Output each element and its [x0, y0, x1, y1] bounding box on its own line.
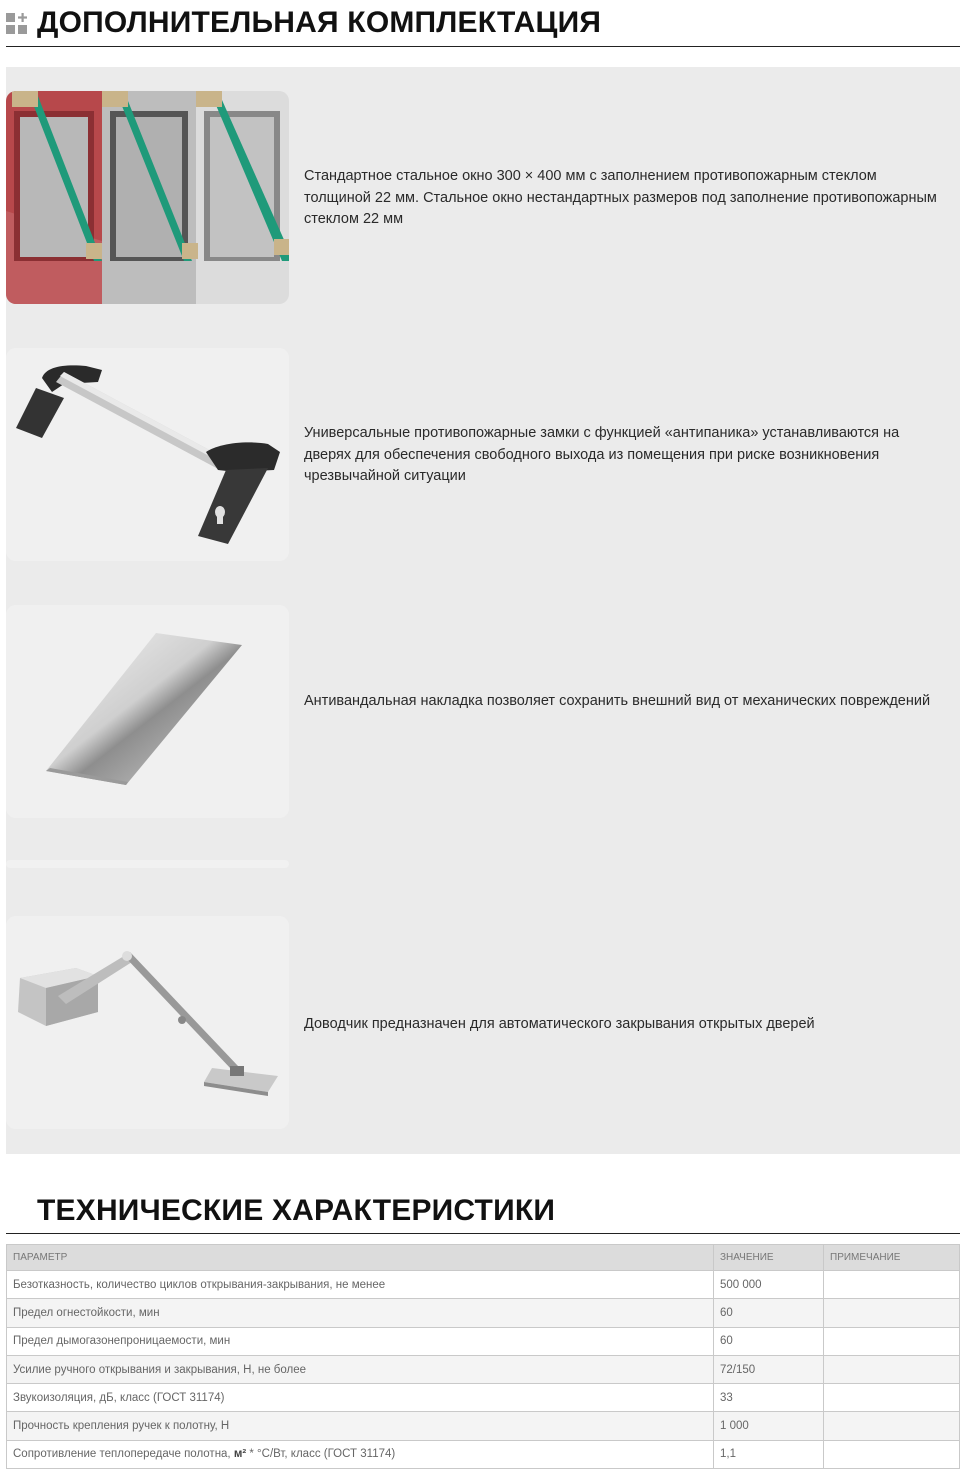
table-row	[7, 1271, 960, 1299]
param-cell: Безотказность, количество циклов открывания-закрывания, не менее	[7, 1271, 714, 1299]
param-suffix: * °С/Вт, класс (ГОСТ 31174)	[246, 1448, 396, 1461]
note-cell	[824, 1299, 960, 1327]
section-header-equipment	[6, 0, 960, 47]
table-row	[7, 1327, 960, 1355]
grid-plus-icon	[6, 13, 28, 35]
equipment-item-closer	[6, 916, 960, 1129]
equipment-item-antipanic	[6, 348, 960, 561]
value-cell: 33	[714, 1384, 824, 1412]
table-row	[7, 1412, 960, 1440]
note-cell	[824, 1327, 960, 1355]
param-cell: Звукоизоляция, дБ, класс (ГОСТ 31174)	[7, 1384, 714, 1412]
value-cell: 500 000	[714, 1271, 824, 1299]
param-cell: Усилие ручного открывания и закрывания, Н, не более	[7, 1355, 714, 1383]
column-header-param: ПАРАМЕТР	[7, 1245, 714, 1271]
param-cell: Предел дымогазонепроницаемости, мин	[7, 1327, 714, 1355]
param-cell	[7, 1440, 714, 1468]
door-closer-image	[6, 916, 289, 1129]
note-cell	[824, 1384, 960, 1412]
equipment-panel	[6, 67, 960, 1154]
equipment-item-window	[6, 91, 960, 304]
fire-glass-window-image	[6, 91, 289, 304]
value-cell: 60	[714, 1327, 824, 1355]
section-title-specs: ТЕХНИЧЕСКИЕ ХАРАКТЕРИСТИКИ	[37, 1194, 556, 1227]
note-cell	[824, 1271, 960, 1299]
table-row	[7, 1440, 960, 1468]
section-title-equipment: ДОПОЛНИТЕЛЬНАЯ КОМПЛЕКТАЦИЯ	[37, 6, 602, 39]
column-header-value: ЗНАЧЕНИЕ	[714, 1245, 824, 1271]
section-header-specs	[6, 1188, 960, 1234]
equipment-item-text: Стандартное стальное окно 300 × 400 мм с заполнением противопожарным стеклом толщиной 22 мм. Стальное окно нестандартных размеров под заполнение противопожарным стеклом 22 мм	[304, 168, 937, 227]
antipanic-bar-image	[6, 348, 289, 561]
note-cell	[824, 1355, 960, 1383]
equipment-item-text: Универсальные противопожарные замки с функцией «антипаника» устанавливаются на дверях для обеспечения свободного выхода из помещения при риске возникновения чрезвычайной ситуации	[304, 425, 900, 484]
value-cell: 72/150	[714, 1355, 824, 1383]
param-cell: Предел огнестойкости, мин	[7, 1299, 714, 1327]
equipment-item-antivandal	[6, 605, 960, 818]
table-row	[7, 1384, 960, 1412]
equipment-item-text: Доводчик предназначен для автоматического закрывания открытых дверей	[304, 1016, 815, 1032]
param-unit: м²	[233, 1448, 247, 1461]
value-cell: 1,1	[714, 1440, 824, 1468]
value-cell: 60	[714, 1299, 824, 1327]
equipment-item-text: Антивандальная накладка позволяет сохранить внешний вид от механических повреждений	[304, 693, 931, 709]
param-prefix: Сопротивление теплопередаче полотна,	[13, 1448, 234, 1461]
param-cell: Прочность крепления ручек к полотну, Н	[7, 1412, 714, 1440]
divider-strip	[6, 860, 289, 868]
specs-table	[6, 1244, 960, 1469]
value-cell: 1 000	[714, 1412, 824, 1440]
table-header-row	[7, 1245, 960, 1271]
note-cell	[824, 1440, 960, 1468]
antivandal-plate-image	[6, 605, 289, 818]
column-header-note: ПРИМЕЧАНИЕ	[824, 1245, 960, 1271]
table-row	[7, 1355, 960, 1383]
table-row	[7, 1299, 960, 1327]
note-cell	[824, 1412, 960, 1440]
